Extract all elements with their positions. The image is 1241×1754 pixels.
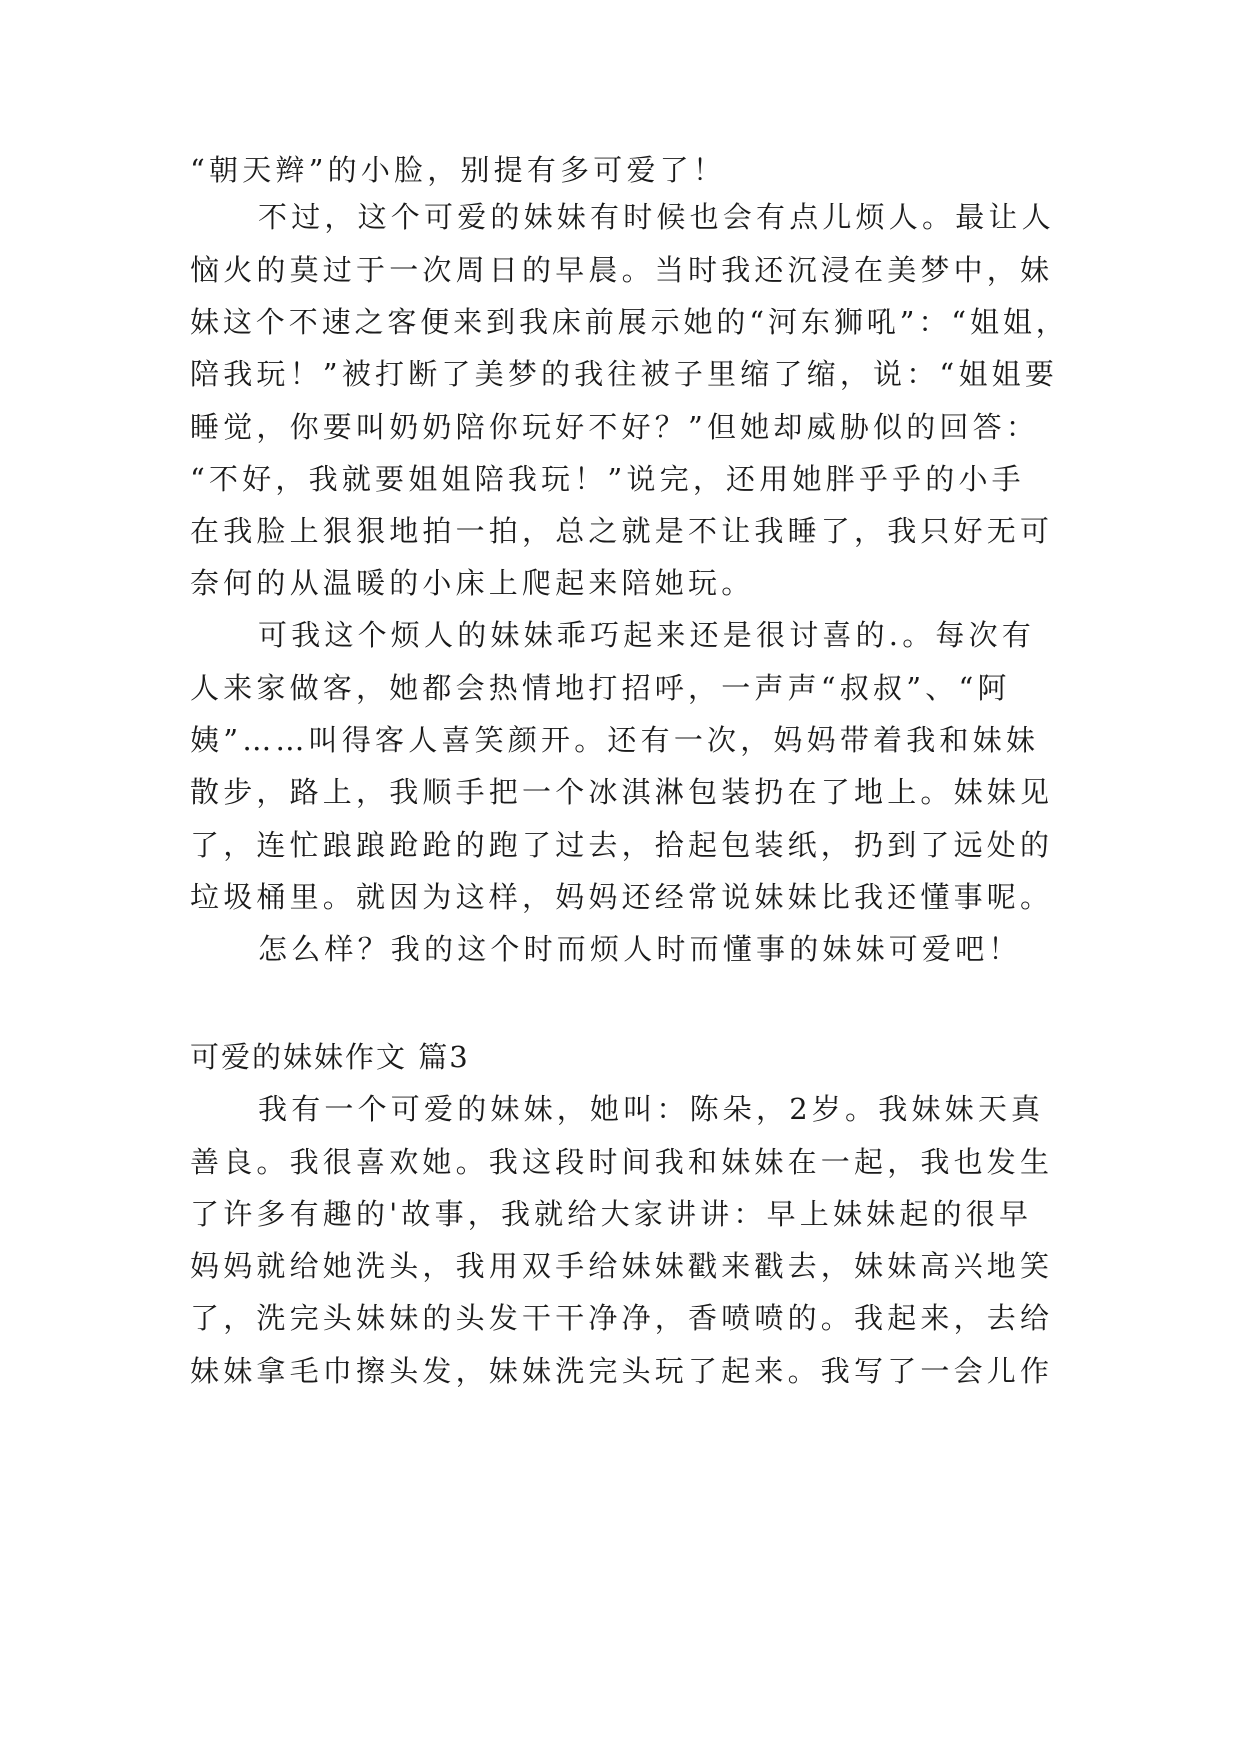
section-heading: 可爱的妹妹作文 篇3 — [190, 1040, 470, 1074]
text-line: 善良。我很喜欢她。我这段时间我和妹妹在一起，我也发生 — [190, 1145, 1054, 1179]
text-line: 陪我玩！”被打断了美梦的我往被子里缩了缩，说：“姐姐要 — [190, 357, 1059, 391]
text-line: 了，连忙踉踉跄跄的跑了过去，拾起包装纸，扔到了远处的 — [190, 828, 1054, 862]
text-line: 恼火的莫过于一次周日的早晨。当时我还沉浸在美梦中，妹 — [190, 253, 1054, 287]
text-line: “朝天辫”的小脸，别提有多可爱了！ — [190, 153, 727, 187]
text-line: 垃圾桶里。就因为这样，妈妈还经常说妹妹比我还懂事呢。 — [190, 880, 1054, 914]
text-line: 了，洗完头妹妹的头发干干净净，香喷喷的。我起来，去给 — [190, 1301, 1054, 1335]
text-line: 妈妈就给她洗头，我用双手给妹妹戳来戳去，妹妹高兴地笑 — [190, 1249, 1054, 1283]
text-line: 妹妹拿毛巾擦头发，妹妹洗完头玩了起来。我写了一会儿作 — [190, 1354, 1054, 1388]
paragraph-start: 怎么样？我的这个时而烦人时而懂事的妹妹可爱吧！ — [258, 932, 1022, 966]
paragraph-start: 可我这个烦人的妹妹乖巧起来还是很讨喜的.。每次有 — [258, 618, 1036, 652]
paragraph-start: 不过，这个可爱的妹妹有时候也会有点儿烦人。最让人 — [258, 200, 1055, 234]
text-line: 散步，路上，我顺手把一个冰淇淋包装扔在了地上。妹妹见 — [190, 775, 1054, 809]
text-line: 在我脸上狠狠地拍一拍，总之就是不让我睡了，我只好无可 — [190, 514, 1054, 548]
text-line: 了许多有趣的'故事，我就给大家讲讲：早上妹妹起的很早 — [190, 1197, 1033, 1231]
text-line: 人来家做客，她都会热情地打招呼，一声声“叔叔”、“阿 — [190, 671, 1011, 705]
text-line: “不好，我就要姐姐陪我玩！”说完，还用她胖乎乎的小手 — [190, 462, 1025, 496]
text-line: 姨”……叫得客人喜笑颜开。还有一次，妈妈带着我和妹妹 — [190, 723, 1040, 757]
paragraph-start: 我有一个可爱的妹妹，她叫：陈朵，2岁。我妹妹天真 — [258, 1092, 1045, 1126]
text-line: 睡觉，你要叫奶奶陪你玩好不好？”但她却威胁似的回答： — [190, 410, 1040, 444]
text-line: 奈何的从温暖的小床上爬起来陪她玩。 — [190, 566, 755, 600]
text-line: 妹这个不速之客便来到我床前展示她的“河东狮吼”：“姐姐， — [190, 305, 1069, 339]
